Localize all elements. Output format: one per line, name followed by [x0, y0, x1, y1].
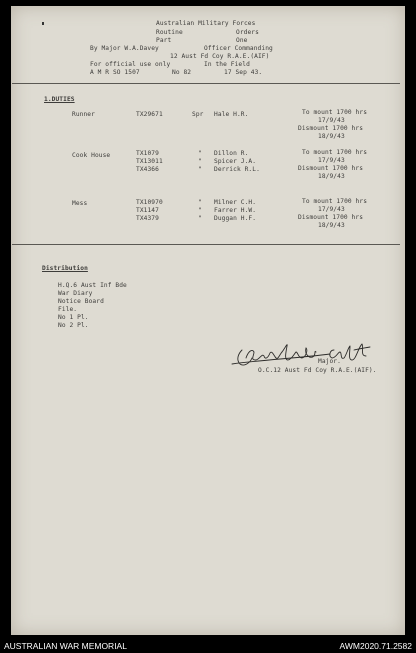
- runner-1-rank: Spr: [192, 111, 204, 118]
- footer-archive-name: AUSTRALIAN WAR MEMORIAL: [4, 641, 127, 651]
- divider-middle: [12, 244, 400, 245]
- divider-top: [12, 83, 400, 84]
- runner-dismount-date: 18/9/43: [318, 133, 345, 140]
- cook-mount: To mount 1700 hrs: [302, 149, 368, 156]
- distribution-item: No 2 Pl.: [58, 322, 89, 329]
- header-by-major: By Major W.A.Davey: [90, 45, 159, 52]
- header-part: Part: [156, 37, 172, 44]
- header-number: No 82: [172, 69, 192, 76]
- cook-3-name: Derrick R.L.: [214, 166, 260, 173]
- runner-dismount: Dismount 1700 hrs: [298, 125, 364, 132]
- header-field: In the Field: [204, 61, 250, 68]
- runner-mount-date: 17/9/43: [318, 117, 345, 124]
- cook-2-name: Spicer J.A.: [214, 158, 257, 165]
- header-ref: A M R SO 1507: [90, 69, 140, 76]
- mess-mount-date: 17/9/43: [318, 206, 345, 213]
- mess-1-name: Milner C.H.: [214, 199, 257, 206]
- mess-1-rank: ": [198, 199, 202, 206]
- mess-3-num: TX4379: [136, 215, 159, 222]
- footer-accession-number: AWM2020.71.2582: [339, 641, 412, 651]
- runner-1-num: TX29671: [136, 111, 163, 118]
- mess-2-name: Farrer H.W.: [214, 207, 257, 214]
- cook-2-num: TX13011: [136, 158, 163, 165]
- cook-dismount-date: 18/9/43: [318, 173, 345, 180]
- cook-3-rank: ": [198, 166, 202, 173]
- cook-1-name: Dillon R.: [214, 150, 249, 157]
- header-one: One: [236, 37, 248, 44]
- duties-heading: 1.DUTIES: [44, 96, 75, 103]
- runner-1-name: Hale H.R.: [214, 111, 249, 118]
- cook-3-num: TX4366: [136, 166, 159, 173]
- mess-dismount: Dismount 1700 hrs: [298, 214, 364, 221]
- header-official: For official use only: [90, 61, 171, 68]
- ink-mark: [42, 22, 44, 25]
- mess-2-num: TX1147: [136, 207, 159, 214]
- distribution-item: War Diary: [58, 290, 93, 297]
- cook-mount-date: 17/9/43: [318, 157, 345, 164]
- mess-2-rank: ": [198, 207, 202, 214]
- group-cook-house: Cook House: [72, 152, 111, 159]
- mess-dismount-date: 18/9/43: [318, 222, 345, 229]
- header-orders: Orders: [236, 29, 259, 36]
- runner-mount: To mount 1700 hrs: [302, 109, 368, 116]
- cook-1-rank: ": [198, 150, 202, 157]
- group-mess: Mess: [72, 200, 88, 207]
- mess-3-name: Duggan H.F.: [214, 215, 257, 222]
- mess-3-rank: ": [198, 215, 202, 222]
- distribution-item: File.: [58, 306, 78, 313]
- distribution-heading: Distribution: [42, 265, 88, 272]
- distribution-item: H.Q.6 Aust Inf Bde: [58, 282, 127, 289]
- mess-mount: To mount 1700 hrs: [302, 198, 368, 205]
- cook-1-num: TX1079: [136, 150, 159, 157]
- mess-1-num: TX10970: [136, 199, 163, 206]
- group-runner: Runner: [72, 111, 95, 118]
- header-officer: Officer Commanding: [204, 45, 273, 52]
- header-unit: 12 Aust Fd Coy R.A.E.(AIF): [170, 53, 270, 60]
- cook-dismount: Dismount 1700 hrs: [298, 165, 364, 172]
- signature-title: O.C.12 Aust Fd Coy R.A.E.(AIF).: [258, 367, 377, 374]
- signature-rank: Major.: [318, 358, 341, 365]
- distribution-item: No 1 Pl.: [58, 314, 89, 321]
- header-routine: Routine: [156, 29, 183, 36]
- header-date: 17 Sep 43.: [224, 69, 263, 76]
- header-title: Australian Military Forces: [156, 20, 256, 27]
- cook-2-rank: ": [198, 158, 202, 165]
- distribution-item: Notice Board: [58, 298, 104, 305]
